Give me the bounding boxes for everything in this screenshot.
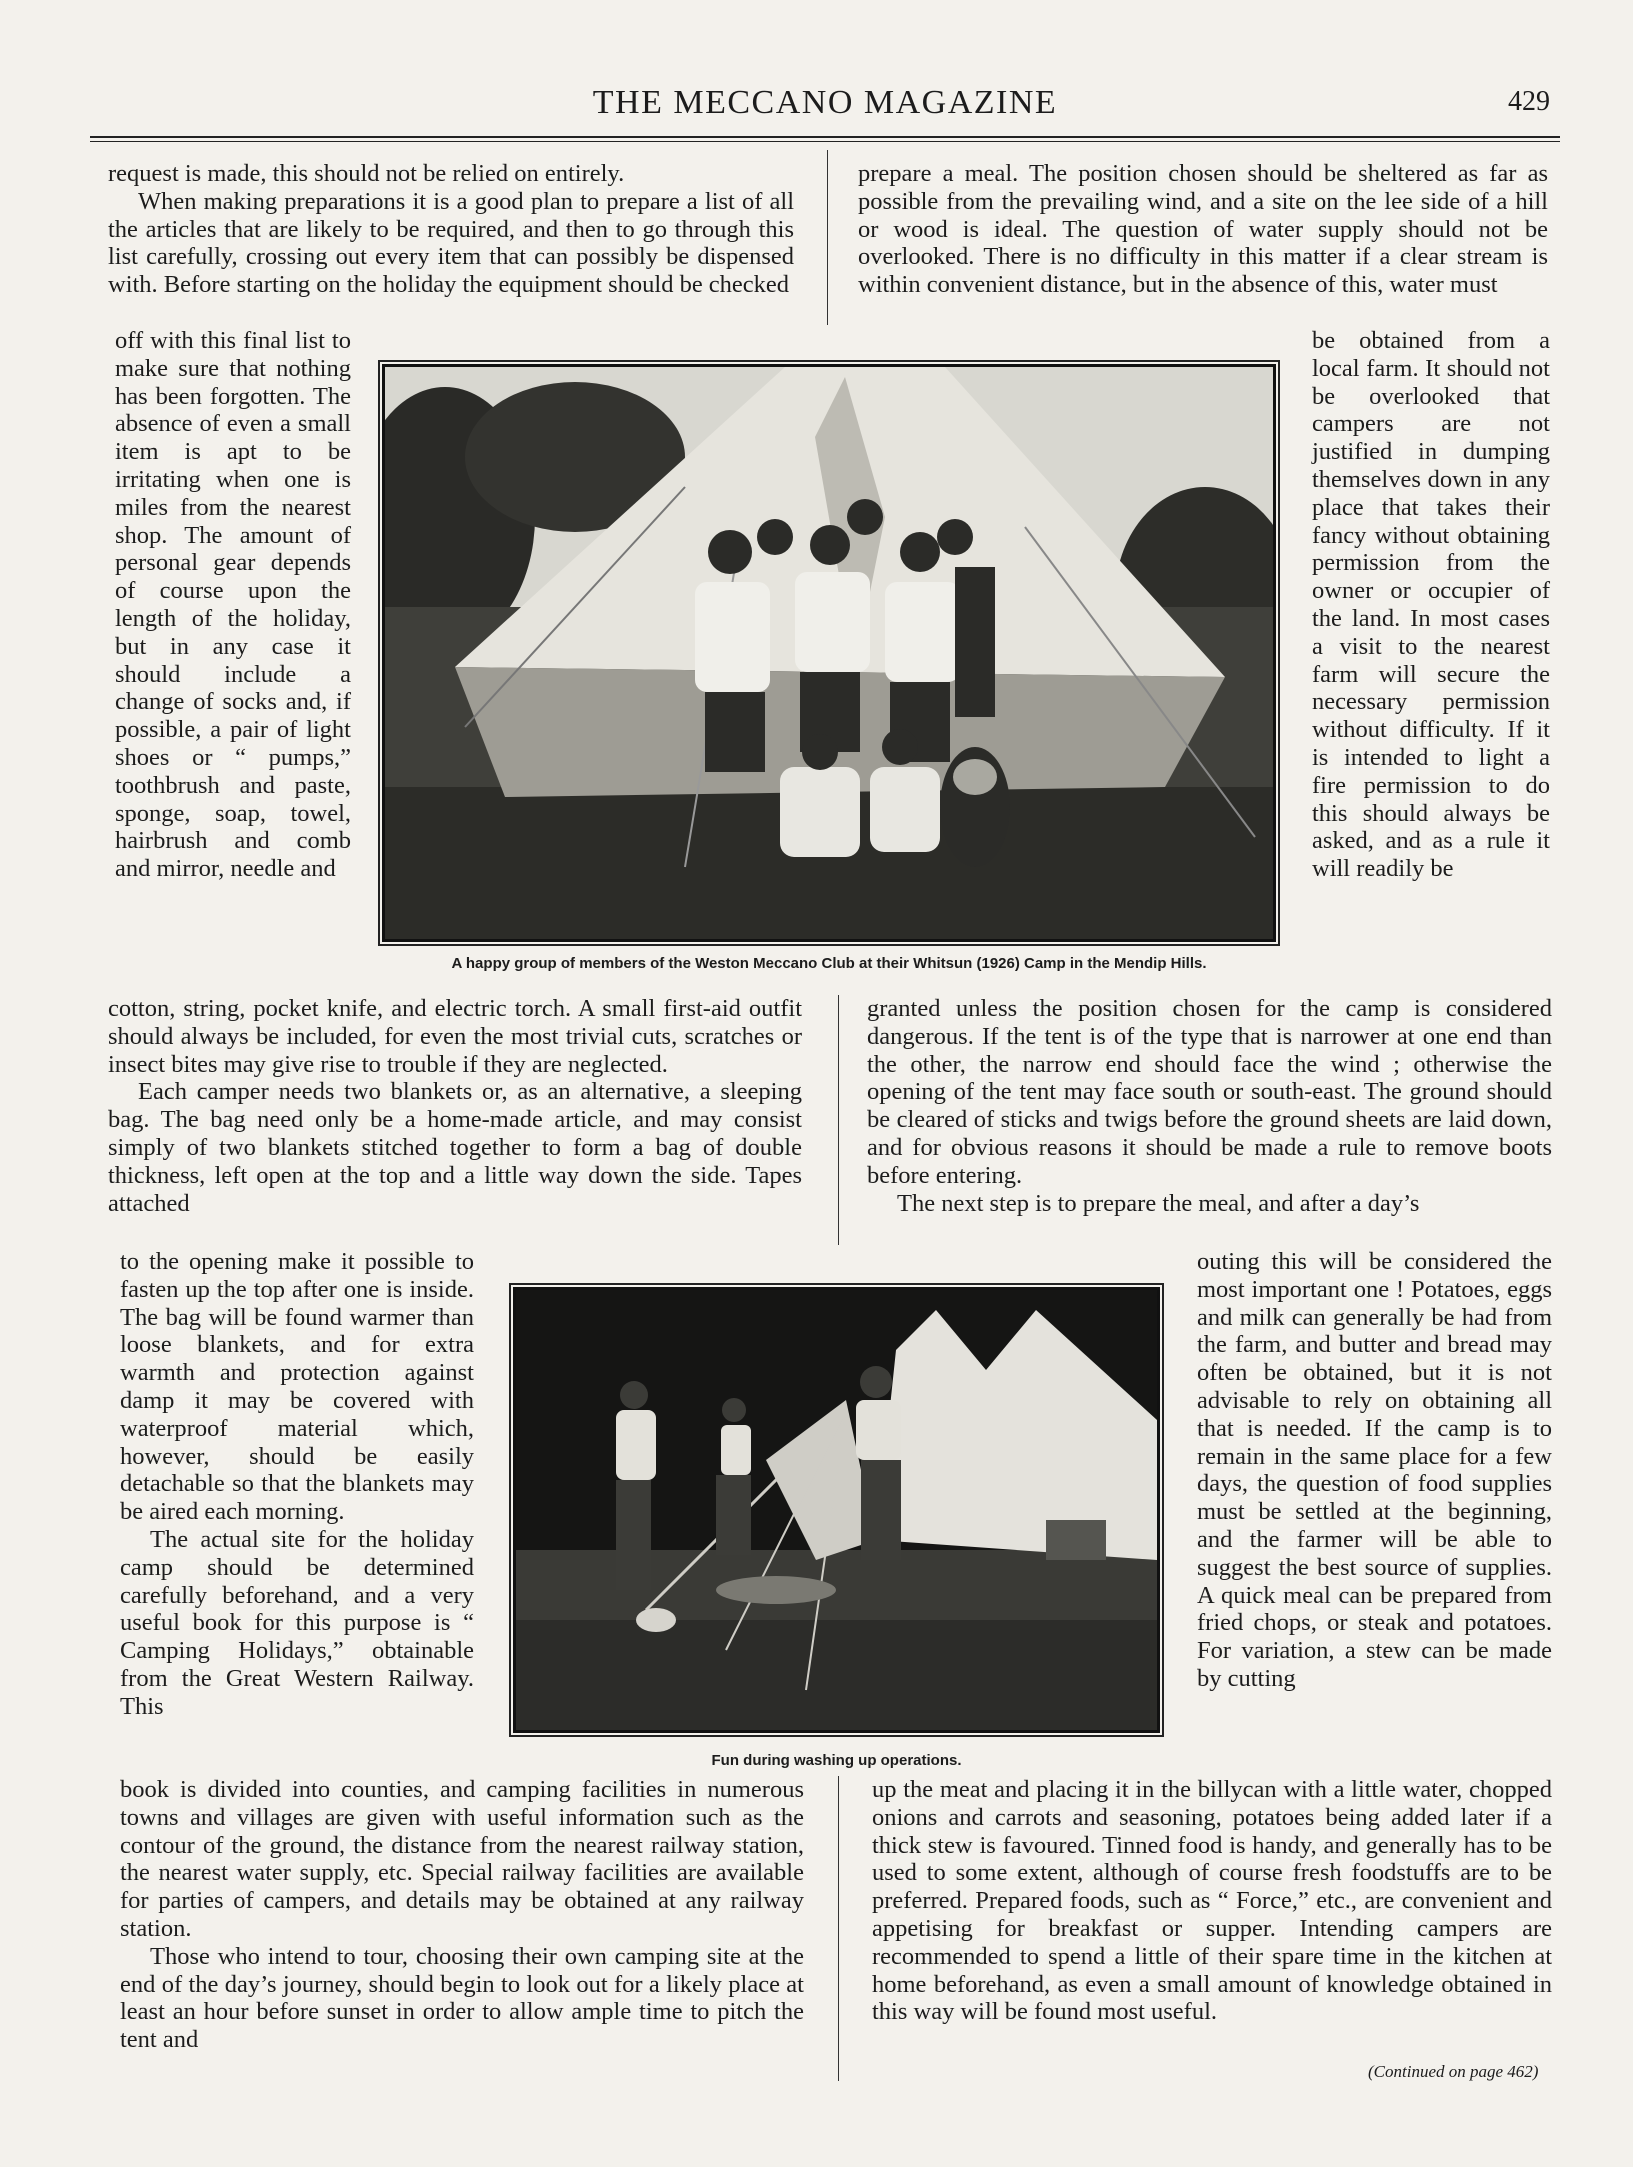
paragraph: request is made, this should not be relied on entirely.	[108, 160, 625, 187]
paragraph: When making preparations it is a good plan to prepare a list of all the articles that are likely to be required, and then to go through this list carefully, crossing out every item that can possibly be dispensed with. Before starting on the holiday the equipment should be checked	[108, 187, 794, 299]
page-header	[90, 84, 1560, 124]
paragraph: cotton, string, pocket knife, and electric torch. A small first-aid outfit should always be included, for even the most trivial cuts, scratches or insect bites may give rise to trouble if they are neglected.	[108, 995, 802, 1078]
photo-caption: Fun during washing up operations.	[711, 1752, 962, 1769]
paragraph: to the opening make it possible to fasten up the top after one is inside. The bag will be found warmer than loose blankets, and for extra warmth and protection against damp it may be covered with waterproof material which, however, should be easily detachable so that the blankets may be aired each morning.	[120, 1248, 474, 1526]
text-left-narrow-1	[115, 327, 351, 883]
paragraph: granted unless the position chosen for the camp is considered dangerous. If the tent is of the type that is narrower at one end than the other, the narrow end should face the wind ; otherwise the opening of the tent may face south or south-east. The ground should be cleared of sticks and twigs before the ground sheets are laid down, and for obvious reasons it should be made a rule to remove boots before entering.	[867, 995, 1552, 1189]
washing-up-illustration	[516, 1290, 1157, 1730]
text-left-narrow-2	[120, 1248, 474, 1721]
paragraph: The next step is to prepare the meal, and after a day’s	[897, 1189, 1420, 1217]
text-right-narrow-2	[1197, 1248, 1552, 1693]
header-rule-thin	[90, 141, 1560, 142]
paragraph: book is divided into counties, and camping facilities in numerous towns and villages are given with useful information such as the contour of the ground, the distance from the nearest railway station, the nearest water supply, etc. Special railway facilities are available for parties of campers, and details may be obtained at any railway station.	[120, 1776, 804, 1942]
paragraph: Each camper needs two blankets or, as an alternative, a sleeping bag. The bag need only be a home-made article, and may consist simply of two blankets stitched together to form a bag of double thickness, left open at the top and a little way down the side. Tapes attached	[108, 1078, 802, 1217]
header-rule	[90, 136, 1560, 138]
photo-caption: A happy group of members of the Weston Meccano Club at their Whitsun (1926) Camp in the Mendip Hills.	[451, 955, 1207, 972]
column-divider	[827, 150, 828, 325]
paragraph: prepare a meal. The position chosen should be sheltered as far as possible from the prevailing wind, and a site on the lee side of a hill or wood is ideal. The question of water supply should not be overlooked. There is no difficulty in this matter if a clear stream is within convenient distance, but in the absence of this, water must	[858, 160, 1548, 299]
column-divider	[838, 1776, 839, 2081]
page-number: 429	[1508, 86, 1550, 117]
paragraph: The actual site for the holiday camp should be determined carefully beforehand, and a very useful book for this purpose is “ Camping Holidays,” obtainable from the Great Western Railway. This	[120, 1525, 474, 1720]
text-right-narrow-1	[1312, 327, 1550, 883]
text-bottom-right	[872, 1776, 1552, 2026]
paragraph: off with this final list to make sure that nothing has been forgotten. The absence of even a small item is apt to be irritating when one is miles from the nearest shop. The amount of personal gear depends of course upon the length of the holiday, but in any case it should include a change of socks and, if possible, a pair of light shoes or “ pumps,” toothbrush and paste, sponge, soap, towel, hairbrush and comb and mirror, needle and	[115, 327, 351, 883]
photo-washing-up	[513, 1287, 1160, 1733]
paragraph: Those who intend to tour, choosing their own camping site at the end of the day’s journey, should begin to look out for a likely place at least an hour before sunset in order to allow ample time to pitch the tent and	[120, 1942, 804, 2054]
magazine-title: THE MECCANO MAGAZINE	[592, 84, 1058, 121]
paragraph: outing this will be considered the most important one ! Potatoes, eggs and milk can generally be had from the farm, and butter and bread may often be obtained, but it is not advisable to rely on obtaining all that is needed. If the camp is to remain in the same place for a few days, the question of food supplies must be settled at the beginning, and the farmer will be able to suggest the best source of supplies. A quick meal can be prepared from fried chops, or steak and potatoes. For variation, a stew can be made by cutting	[1197, 1248, 1552, 1692]
paragraph: be obtained from a local farm. It should not be overlooked that campers are not justified in dumping themselves down in any place that takes their fancy without obtaining permission from the owner or occupier of the land. In most cases a visit to the nearest farm will secure the necessary permission without difficulty. If it is intended to light a fire permission to do this should always be asked, and as a rule it will readily be	[1312, 327, 1550, 883]
photo-camp-group	[382, 364, 1276, 942]
text-top-right	[858, 160, 1548, 299]
text-mid-left	[108, 995, 802, 1217]
text-bottom-left	[120, 1776, 804, 2054]
camp-group-illustration	[385, 367, 1273, 939]
text-mid-right	[867, 995, 1552, 1217]
text-top-left	[108, 160, 794, 299]
continued-note: (Continued on page 462)	[1368, 2062, 1539, 2081]
column-divider	[838, 995, 839, 1245]
paragraph: up the meat and placing it in the billycan with a little water, chopped onions and carrots and seasoning, potatoes being added later if a thick stew is favoured. Tinned food is handy, and generally has to be used to some extent, although of course fresh foodstuffs are to be preferred. Prepared foods, such as “ Force,” etc., are convenient and appetising for breakfast or supper. Intending campers are recommended to spend a little of their spare time in the kitchen at home beforehand, as even a small amount of knowledge obtained in this way will be found most useful.	[872, 1776, 1552, 2026]
